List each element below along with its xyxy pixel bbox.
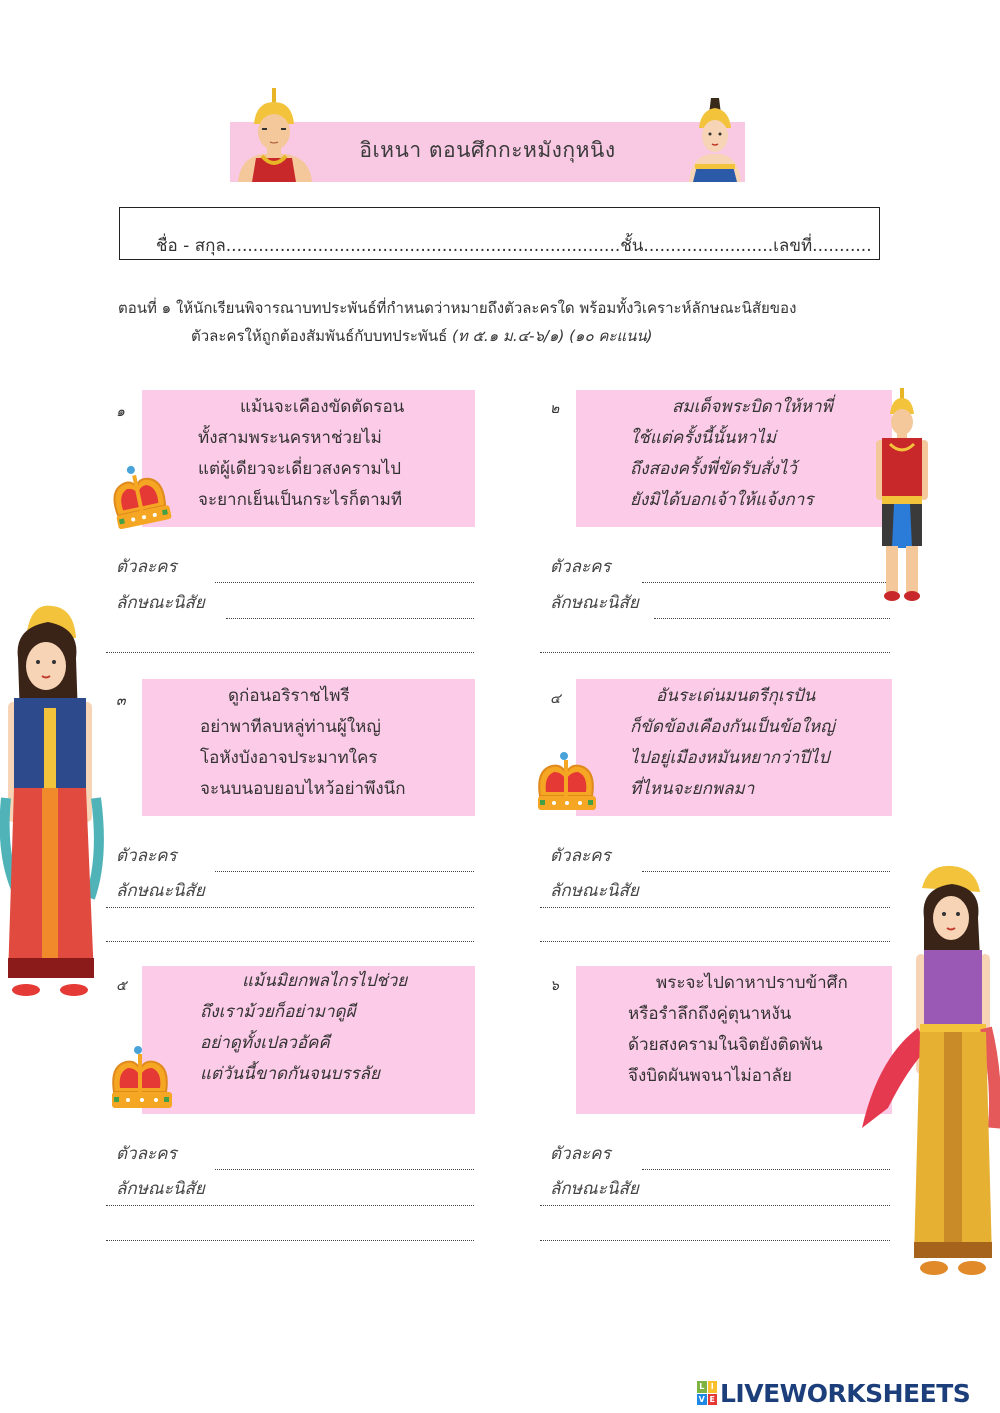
instructions-line-2: ตัวละครให้ถูกต้องสัมพันธ์กับบทประพันธ์ (ท ๕.๑ ม.๔-๖/๑) (๑๐ คะแนน): [191, 327, 653, 345]
question-number-2: ๒: [550, 401, 560, 417]
instructions-standard: (ท ๕.๑ ม.๔-๖/๑) (๑๐ คะแนน): [452, 327, 653, 345]
liveworksheets-brand: [697, 1378, 970, 1408]
trait-answer-line-5[interactable]: [106, 1205, 474, 1206]
trait-answer-line-2[interactable]: [654, 618, 890, 619]
crown-icon: [532, 748, 604, 820]
princess-bust-illustration: [685, 94, 745, 182]
character-label-2: ตัวละคร: [550, 557, 611, 577]
verse-text-4: อันระเด่นมนตรีกุเรปัน ก็ขัดข้องเคืองกันเป็นข้อใหญ่ ไปอยู่เมืองหมันหยากว่าปีไป ที่ไหนจะยกพลมา: [630, 686, 835, 799]
trait-label-3: ลักษณะนิสัย: [116, 881, 205, 901]
verse-text-3: ดูก่อนอริราชไพรี อย่าพาทีลบหลู่ท่านผู้ใหญ่ โอหังบังอาจประมาทใคร จะนบนอบยอบไหว้อย่าพึงนึก: [200, 686, 406, 799]
character-answer-line-1[interactable]: [215, 582, 474, 583]
character-label-4: ตัวละคร: [550, 846, 611, 866]
question-number-4: ๔: [550, 691, 561, 707]
liveworksheets-logo-icon: L I V E: [697, 1381, 717, 1405]
verse-text-6: พระจะไปดาหาปราบข้าศึก หรือรำลึกถึงคู่ตุนาหงัน ด้วยสงครามในจิตยังติดพัน จึงบิดผันพจนาไม่อาลัย: [628, 973, 848, 1086]
liveworksheets-wordmark: LIVEWORKSHEETS: [720, 1378, 971, 1408]
trait-answer-line-2b[interactable]: [540, 652, 890, 653]
trait-answer-line-3[interactable]: [106, 907, 474, 908]
page-title: อิเหนา ตอนศึกกะหมังกุหนิง: [359, 138, 616, 162]
trait-label-1: ลักษณะนิสัย: [116, 593, 205, 613]
trait-label-6: ลักษณะนิสัย: [550, 1179, 639, 1199]
instructions-line-1: ตอนที่ ๑ ให้นักเรียนพิจารณาบทประพันธ์ที่กำหนดว่าหมายถึงตัวละครใด พร้อมทั้งวิเคราะห์ลักษณะนิสัยของ: [118, 299, 797, 317]
trait-answer-line-4b[interactable]: [540, 941, 890, 942]
trait-answer-line-5b[interactable]: [106, 1240, 474, 1241]
character-answer-line-2[interactable]: [642, 582, 890, 583]
princess-blue-figure-illustration: [0, 598, 112, 1002]
character-answer-line-5[interactable]: [215, 1169, 474, 1170]
character-answer-line-4[interactable]: [642, 871, 890, 872]
student-info-fields[interactable]: ชื่อ - สกุล.........................................................................ชั้น........................เลขที่...........: [156, 236, 872, 256]
prince-figure-illustration: [866, 388, 938, 606]
verse-text-5: แม้นมิยกพลไกรไปช่วย ถึงเราม้วยก็อย่ามาดูผี อย่าดูทั้งเปลวอัคคี แต่วันนี้ขาดกันจนบรรลัย: [200, 971, 408, 1084]
character-label-1: ตัวละคร: [116, 557, 177, 577]
trait-label-5: ลักษณะนิสัย: [116, 1179, 205, 1199]
princess-purple-figure-illustration: [858, 858, 1000, 1280]
trait-label-2: ลักษณะนิสัย: [550, 593, 639, 613]
crown-icon: [106, 1040, 180, 1118]
student-info-box: [119, 207, 880, 260]
trait-label-4: ลักษณะนิสัย: [550, 881, 639, 901]
character-label-3: ตัวละคร: [116, 846, 177, 866]
question-number-6: ๖: [550, 978, 559, 994]
trait-answer-line-3b[interactable]: [106, 941, 474, 942]
instructions: [118, 294, 888, 350]
trait-answer-line-4[interactable]: [540, 907, 890, 908]
question-number-1: ๑: [116, 404, 125, 420]
prince-bust-illustration: [232, 86, 322, 182]
verse-text-2: สมเด็จพระบิดาให้หาพี่ ใช้แต่ครั้งนี้นั้นหาไม่ ถึงสองครั้งพี่ขัดรับสั่งไว้ ยังมิได้บอกเจ้าให้แจ้งการ: [630, 397, 833, 510]
character-label-6: ตัวละคร: [550, 1144, 611, 1164]
trait-answer-line-6[interactable]: [540, 1205, 890, 1206]
character-label-5: ตัวละคร: [116, 1144, 177, 1164]
trait-answer-line-1[interactable]: [226, 618, 474, 619]
verse-text-1: แม้นจะเคืองขัดตัดรอน ทั้งสามพระนครหาช่วยไม่ แต่ผู้เดียวจะเดี่ยวสงครามไป จะยากเย็นเป็นกระไรก็ตามที: [198, 397, 405, 510]
trait-answer-line-1b[interactable]: [106, 652, 474, 653]
character-answer-line-3[interactable]: [215, 871, 474, 872]
question-number-3: ๓: [116, 693, 126, 709]
trait-answer-line-6b[interactable]: [540, 1240, 890, 1241]
character-answer-line-6[interactable]: [642, 1169, 890, 1170]
question-number-5: ๕: [116, 978, 127, 994]
crown-icon: [107, 462, 179, 534]
